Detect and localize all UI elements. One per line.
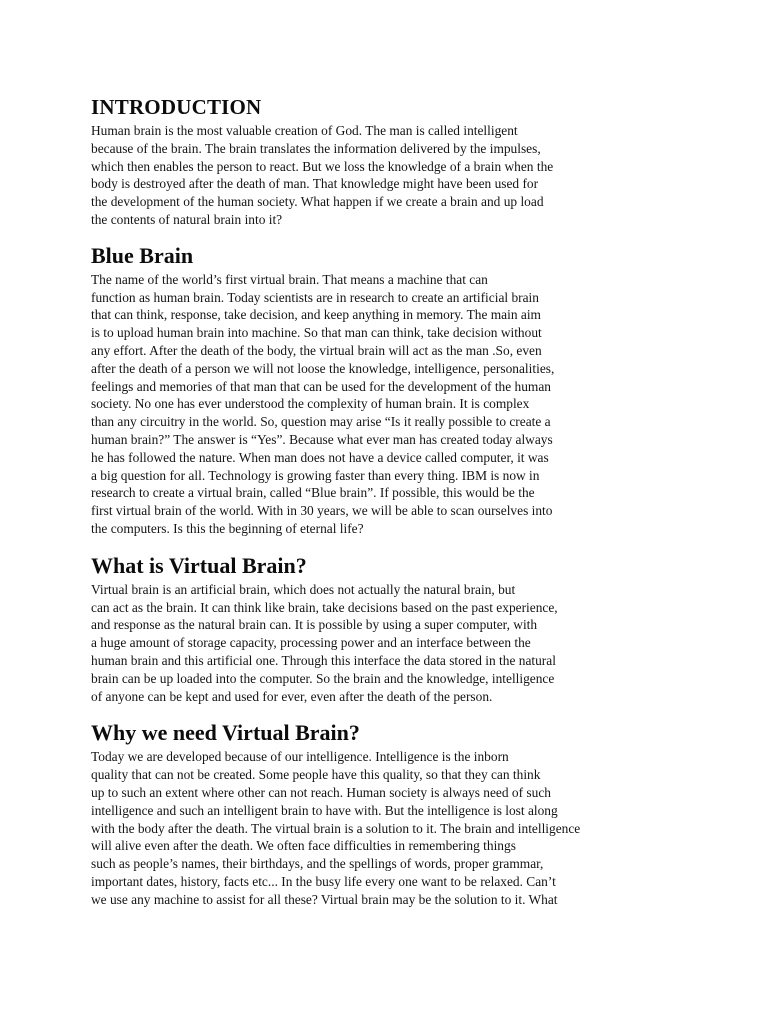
text-line: that can think, response, take decision, and keep anything in memory. The main aim <box>91 307 541 323</box>
text-line: a huge amount of storage capacity, processing power and an interface between the <box>91 635 531 651</box>
text-line: up to such an extent where other can not reach. Human society is always need of such <box>91 784 551 800</box>
text-line: is to upload human brain into machine. So that man can think, take decision without <box>91 325 542 341</box>
text-line: quality that can not be created. Some people have this quality, so that they can think <box>91 767 541 783</box>
text-line: he has followed the nature. When man does not have a device called computer, it was <box>91 449 549 465</box>
text-line: which then enables the person to react. But we loss the knowledge of a brain when the <box>91 158 554 174</box>
section-heading: What is Virtual Brain? <box>91 552 307 578</box>
text-line: such as people’s names, their birthdays, and the spellings of words, proper grammar, <box>91 856 544 872</box>
text-line: with the body after the death. The virtual brain is a solution to it. The brain and intelligence <box>91 820 581 836</box>
document-page <box>91 94 751 908</box>
text-line: intelligence and such an intelligent brain to have with. But the intelligence is lost along <box>91 802 558 818</box>
text-line: we use any machine to assist for all these? Virtual brain may be the solution to it. What <box>91 891 558 907</box>
text-line: a big question for all. Technology is growing faster than every thing. IBM is now in <box>91 467 540 483</box>
section-paragraph <box>91 122 751 229</box>
text-line: important dates, history, facts etc... In the busy life every one want to be relaxed. Can’t <box>91 873 556 889</box>
text-line: first virtual brain of the world. With in 30 years, we will be able to scan ourselves into <box>91 503 553 519</box>
text-line: Today we are developed because of our intelligence. Intelligence is the inborn <box>91 749 509 765</box>
section-heading: INTRODUCTION <box>91 95 262 119</box>
section-paragraph <box>91 271 751 538</box>
text-line: can act as the brain. It can think like brain, take decisions based on the past experience, <box>91 599 558 615</box>
text-line: than any circuitry in the world. So, question may arise “Is it really possible to create a <box>91 414 551 430</box>
text-line: the contents of natural brain into it? <box>91 211 283 227</box>
text-line: because of the brain. The brain translates the information delivered by the impulses, <box>91 140 541 156</box>
text-line: human brain and this artificial one. Through this interface the data stored in the natural <box>91 652 556 668</box>
text-line: The name of the world’s first virtual brain. That means a machine that can <box>91 271 488 287</box>
section-paragraph <box>91 748 751 908</box>
section-introduction <box>91 94 751 229</box>
text-line: the development of the human society. What happen if we create a brain and up load <box>91 194 544 210</box>
text-line: Human brain is the most valuable creation of God. The man is called intelligent <box>91 123 518 138</box>
section-blue-brain <box>91 243 751 538</box>
text-line: human brain?” The answer is “Yes”. Because what ever man has created today always <box>91 431 553 447</box>
text-line: after the death of a person we will not loose the knowledge, intelligence, personalities, <box>91 360 555 376</box>
text-line: body is destroyed after the death of man. That knowledge might have been used for <box>91 176 539 192</box>
section-what-is-virtual-brain <box>91 553 751 706</box>
text-line: research to create a virtual brain, called “Blue brain”. If possible, this would be the <box>91 485 535 501</box>
text-line: brain can be up loaded into the computer. So the brain and the knowledge, intelligence <box>91 670 555 686</box>
section-why-we-need-virtual-brain <box>91 720 751 908</box>
text-line: Virtual brain is an artificial brain, which does not actually the natural brain, but <box>91 581 516 597</box>
section-heading: Why we need Virtual Brain? <box>91 720 360 746</box>
text-line: of anyone can be kept and used for ever, even after the death of the person. <box>91 688 493 704</box>
section-heading: Blue Brain <box>91 242 194 268</box>
text-line: society. No one has ever understood the complexity of human brain. It is complex <box>91 396 530 412</box>
text-line: function as human brain. Today scientists are in research to create an artificial brain <box>91 289 539 305</box>
section-paragraph <box>91 581 751 706</box>
text-line: any effort. After the death of the body, the virtual brain will act as the man .So, even <box>91 342 542 358</box>
text-line: will alive even after the death. We often face difficulties in remembering things <box>91 838 516 854</box>
text-line: the computers. Is this the beginning of eternal life? <box>91 520 364 536</box>
text-line: and response as the natural brain can. It is possible by using a super computer, with <box>91 617 538 633</box>
text-line: feelings and memories of that man that can be used for the development of the human <box>91 378 551 394</box>
